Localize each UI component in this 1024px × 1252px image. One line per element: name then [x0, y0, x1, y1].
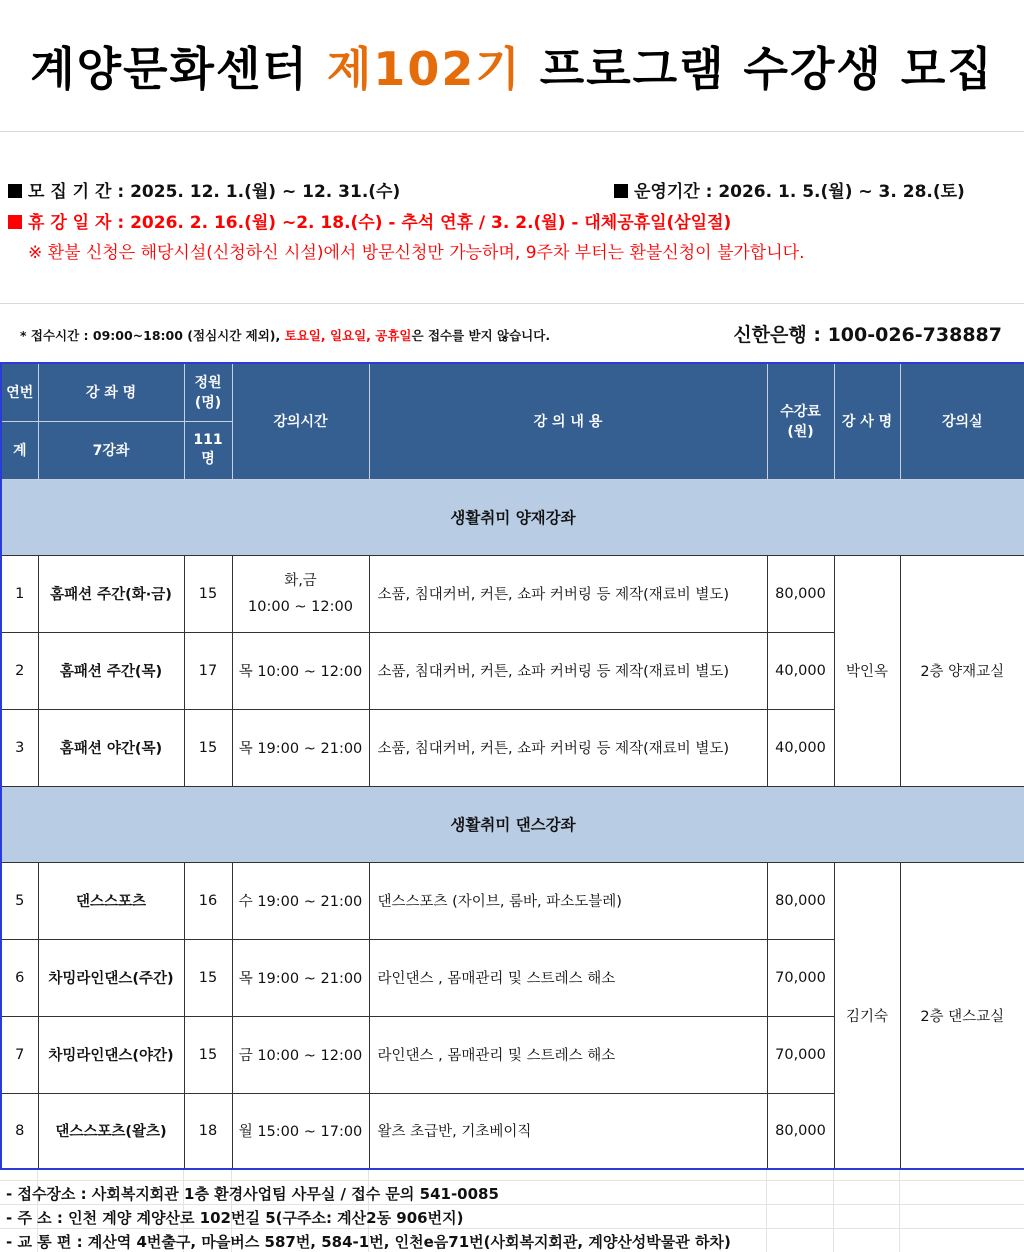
cell-no: 7 — [1, 1016, 38, 1093]
footer-transport: - 교 통 편 : 계산역 4번출구, 마을버스 587번, 584-1번, 인천e음71번(사회복지회관, 계양산성박물관 하차) — [6, 1233, 731, 1251]
section-title: 생활취미 양재강좌 — [1, 479, 1024, 555]
cell-time: 금 10:00 ~ 12:00 — [232, 1016, 369, 1093]
cell-no: 3 — [1, 709, 38, 786]
cell-fee: 70,000 — [767, 939, 834, 1016]
reception-hours — [20, 326, 550, 344]
operate-period-text: 운영기간 : 2026. 1. 5.(월) ~ 3. 28.(토) — [634, 182, 965, 202]
table-row — [1, 555, 1024, 632]
cell-capacity: 16 — [184, 862, 232, 939]
cell-time: 목 19:00 ~ 21:00 — [232, 709, 369, 786]
cell-no: 6 — [1, 939, 38, 1016]
cell-capacity: 17 — [184, 632, 232, 709]
cell-capacity: 15 — [184, 555, 232, 632]
cell-room: 2층 양재교실 — [900, 555, 1024, 786]
cell-instructor: 김기숙 — [834, 862, 900, 1169]
section-title: 생활취미 댄스강좌 — [1, 786, 1024, 862]
cell-content: 소품, 침대커버, 커튼, 쇼파 커버링 등 제작(재료비 별도) — [369, 709, 767, 786]
cell-course: 홈패션 야간(목) — [38, 709, 184, 786]
cell-no: 1 — [1, 555, 38, 632]
operate-period — [614, 177, 965, 202]
cell-content: 댄스스포츠 (자이브, 룸바, 파소도블레) — [369, 862, 767, 939]
cell-room: 2층 댄스교실 — [900, 862, 1024, 1169]
cell-course: 홈패션 주간(화·금) — [38, 555, 184, 632]
cell-course: 댄스스포츠(왈츠) — [38, 1093, 184, 1169]
cell-content: 라인댄스 , 몸매관리 및 스트레스 해소 — [369, 1016, 767, 1093]
cell-fee: 40,000 — [767, 709, 834, 786]
reception-prefix: * 접수시간 : 09:00~18:00 (점심시간 제외), — [20, 328, 285, 343]
cell-course: 댄스스포츠 — [38, 862, 184, 939]
cell-content: 소품, 침대커버, 커튼, 쇼파 커버링 등 제작(재료비 별도) — [369, 555, 767, 632]
square-bullet-icon — [8, 184, 22, 198]
cell-content: 왈츠 초급반, 기초베이직 — [369, 1093, 767, 1169]
square-bullet-icon — [614, 184, 628, 198]
cell-capacity: 18 — [184, 1093, 232, 1169]
square-bullet-icon — [8, 215, 22, 229]
header-room: 강의실 — [900, 363, 1024, 479]
header-course: 강 좌 명 — [38, 363, 184, 421]
cell-time: 월 15:00 ~ 17:00 — [232, 1093, 369, 1169]
total-courses: 7강좌 — [38, 421, 184, 479]
cell-course: 차밍라인댄스(주간) — [38, 939, 184, 1016]
reception-row — [0, 304, 1024, 362]
cell-time: 목 10:00 ~ 12:00 — [232, 632, 369, 709]
header-content: 강 의 내 용 — [369, 363, 767, 479]
cell-no: 5 — [1, 862, 38, 939]
section-row — [1, 479, 1024, 555]
cell-fee: 80,000 — [767, 1093, 834, 1169]
cell-fee: 40,000 — [767, 632, 834, 709]
cell-fee: 70,000 — [767, 1016, 834, 1093]
cell-time: 수 19:00 ~ 21:00 — [232, 862, 369, 939]
title-suffix: 프로그램 수강생 모집 — [521, 41, 994, 96]
cell-capacity: 15 — [184, 709, 232, 786]
footer-notes — [0, 1170, 1024, 1252]
cell-course: 홈패션 주간(목) — [38, 632, 184, 709]
course-table — [0, 362, 1024, 1170]
reception-closed-days: 토요일, 일요일, 공휴일 — [284, 328, 412, 343]
header-capacity: 정원 (명) — [184, 363, 232, 421]
table-row — [1, 862, 1024, 939]
total-label: 계 — [1, 421, 38, 479]
recruit-period — [8, 177, 400, 202]
cell-instructor: 박인옥 — [834, 555, 900, 786]
title-banner — [0, 0, 1024, 132]
cell-content: 소품, 침대커버, 커튼, 쇼파 커버링 등 제작(재료비 별도) — [369, 632, 767, 709]
title-prefix: 계양문화센터 — [30, 41, 327, 96]
cell-course: 차밍라인댄스(야간) — [38, 1016, 184, 1093]
total-capacity: 111 명 — [184, 421, 232, 479]
reception-suffix: 은 접수를 받지 않습니다. — [411, 328, 551, 343]
title-highlight: 제102기 — [326, 41, 522, 96]
cell-content: 라인댄스 , 몸매관리 및 스트레스 해소 — [369, 939, 767, 1016]
cell-time: 목 19:00 ~ 21:00 — [232, 939, 369, 1016]
section-row — [1, 786, 1024, 862]
cell-capacity: 15 — [184, 939, 232, 1016]
cell-fee: 80,000 — [767, 862, 834, 939]
cell-no: 2 — [1, 632, 38, 709]
cell-time: 화,금 10:00 ~ 12:00 — [232, 555, 369, 632]
page-title — [30, 33, 994, 99]
footer-address: - 주 소 : 인천 계양 계양산로 102번길 5(구주소: 계산2동 906번지) — [6, 1209, 464, 1227]
holiday-text: 휴 강 일 자 : 2026. 2. 16.(월) ~2. 18.(수) - 추석 연휴 / 3. 2.(월) - 대체공휴일(삼일절) — [28, 213, 732, 233]
info-section — [0, 132, 1024, 304]
header-time: 강의시간 — [232, 363, 369, 479]
cell-capacity: 15 — [184, 1016, 232, 1093]
refund-note: ※ 환불 신청은 해당시설(신청하신 시설)에서 방문신청만 가능하며, 9주차 부터는 환불신청이 불가합니다. — [28, 243, 805, 263]
holiday-period — [8, 208, 731, 233]
cell-fee: 80,000 — [767, 555, 834, 632]
header-no: 연번 — [1, 363, 38, 421]
recruit-period-text: 모 집 기 간 : 2025. 12. 1.(월) ~ 12. 31.(수) — [28, 182, 401, 202]
header-instructor: 강 사 명 — [834, 363, 900, 479]
header-fee: 수강료 (원) — [767, 363, 834, 479]
bank-account: 신한은행 : 100-026-738887 — [733, 324, 1002, 346]
cell-no: 8 — [1, 1093, 38, 1169]
footer-place: - 접수장소 : 사회복지회관 1층 환경사업팀 사무실 / 접수 문의 541-0085 — [6, 1185, 499, 1203]
